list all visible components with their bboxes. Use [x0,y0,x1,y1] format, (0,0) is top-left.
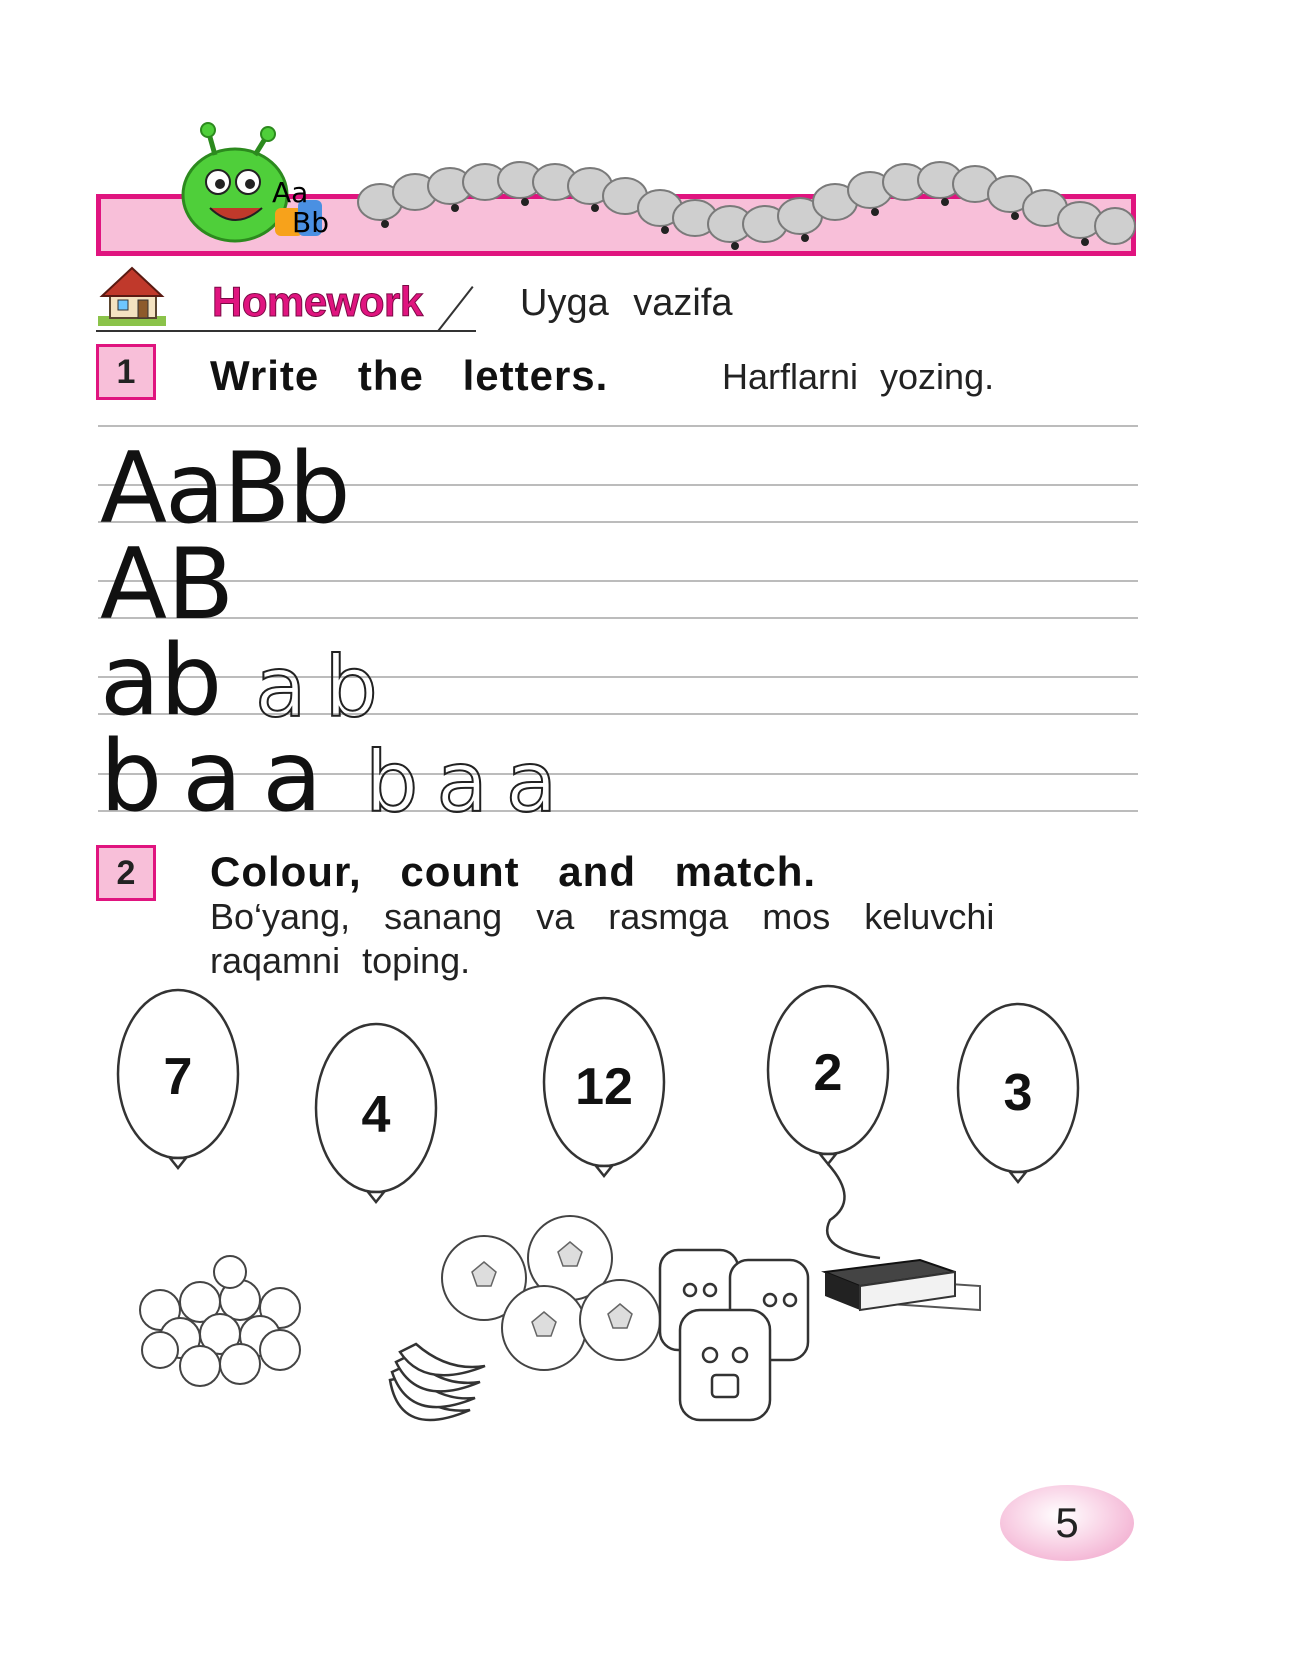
homework-title: Homework [212,278,423,325]
task1-subtitle: Harflarni yozing. [722,356,995,397]
balloon-number-7: 7 [163,1048,193,1106]
writing-line [98,580,1138,582]
match-scene [100,1010,1140,1470]
letters-row-1: AaBb [100,432,349,546]
homework-subtitle: Uyga vazifa [520,282,733,324]
balloon-number-12: 12 [575,1058,633,1116]
backpacks-picture[interactable] [660,1250,808,1420]
books-picture[interactable] [825,1260,980,1310]
bananas-picture[interactable] [390,1344,485,1420]
letters-row-3: ab [100,624,223,738]
balloon-number-4: 4 [361,1086,391,1144]
mascot-letters-aa: Aa [272,176,309,209]
letters-row-4: baa [100,720,343,834]
house-icon [96,262,168,330]
heading-underline [96,330,476,332]
heading-slash [438,286,474,331]
task1-title: Write the letters. [210,352,609,399]
traced-letters-row-4: baa [365,733,576,831]
writing-line [98,713,1138,715]
caterpillar-illustration [180,120,1140,270]
task-number-2: 2 [96,845,156,901]
balloon-2[interactable] [768,986,888,1258]
traced-letters-row-3: ab [255,638,396,736]
task2-subtitle-line2: raqamni toping. [210,940,471,981]
task-number-1: 1 [96,344,156,400]
task2-title: Colour, count and match. [210,848,817,895]
task2-subtitle-line1: Bo‘yang, sanang va rasmga mos keluvchi [210,896,995,937]
letters-row-2: AB [100,528,235,642]
balloon-number-2: 2 [813,1044,843,1102]
balloon-number-3: 3 [1003,1064,1033,1122]
writing-line [98,425,1138,427]
mascot-letters-bb: Bb [292,206,329,239]
writing-line [98,676,1138,678]
footballs-picture[interactable] [442,1216,660,1370]
apples-picture[interactable] [140,1256,300,1386]
writing-line [98,617,1138,619]
page-number: 5 [1000,1485,1134,1561]
